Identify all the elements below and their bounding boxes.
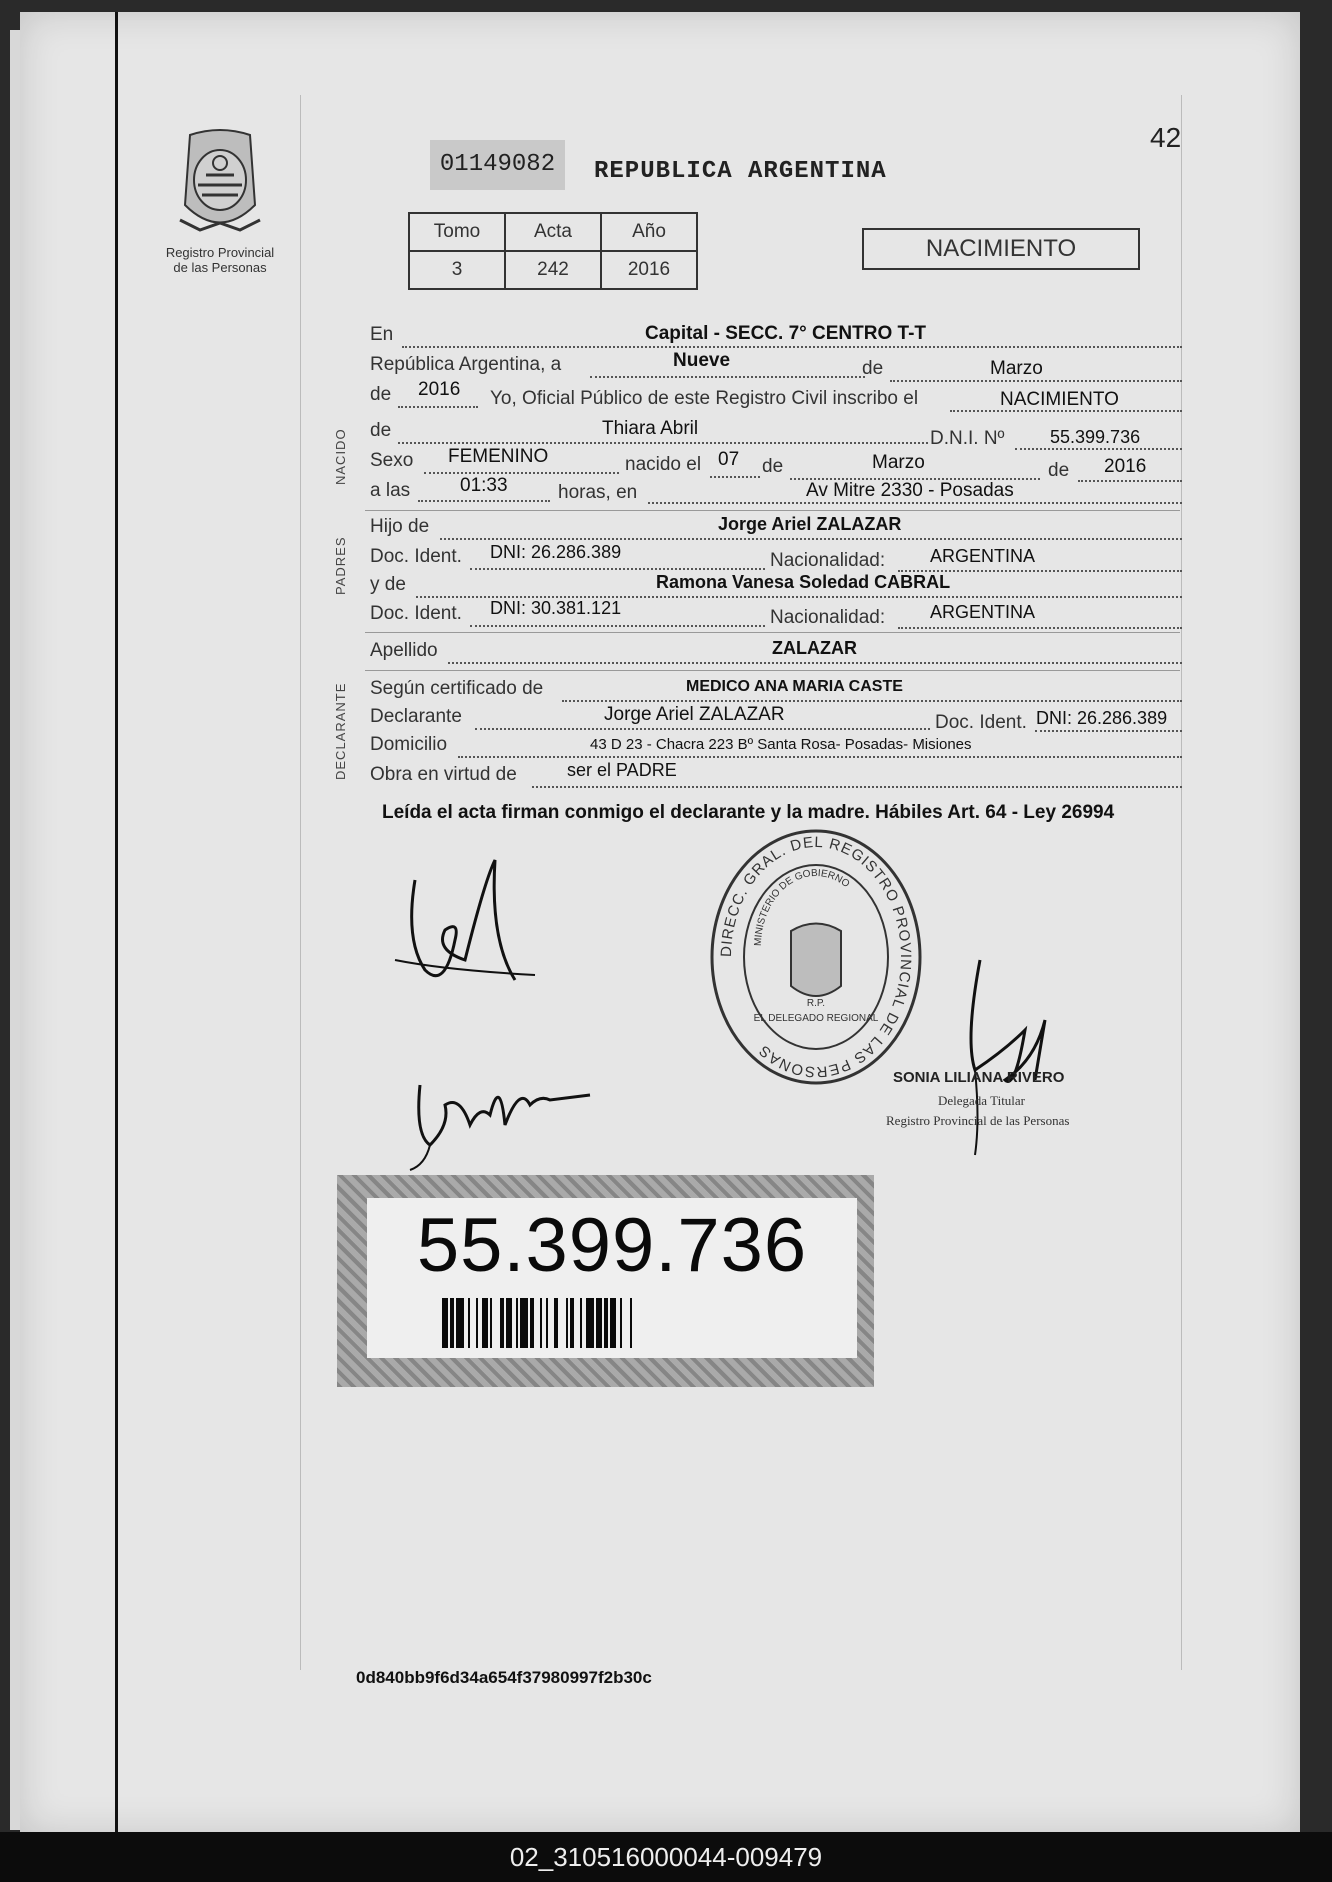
official-name: SONIA LILIANA RIVERO xyxy=(893,1069,1065,1086)
dotted-line xyxy=(562,700,1182,702)
barcode-bar xyxy=(570,1298,574,1348)
barcode-bar xyxy=(476,1298,478,1348)
dotted-line xyxy=(448,662,1182,664)
section-rule xyxy=(365,510,1180,511)
barcode-bar xyxy=(540,1298,542,1348)
label-republica: República Argentina, a xyxy=(370,354,562,375)
dotted-line xyxy=(398,442,928,444)
label-nacido-el: nacido el xyxy=(625,454,702,475)
barcode-bar xyxy=(506,1298,512,1348)
value-padre-doc: DNI: 26.286.389 xyxy=(490,542,622,562)
declarant-signature xyxy=(385,820,545,1020)
label-nacionalidad: Nacionalidad: xyxy=(770,550,886,571)
label-de-day: de xyxy=(762,456,784,477)
value-padre: Jorge Ariel ZALAZAR xyxy=(718,514,902,534)
closing-text: Leída el acta firman conmigo el declarante y la madre. Hábiles Art. 64 - Ley 26994 xyxy=(382,802,1115,823)
coat-of-arms-icon xyxy=(170,125,270,245)
dotted-line xyxy=(475,728,930,730)
section-rule xyxy=(365,632,1180,633)
label-domicilio: Domicilio xyxy=(370,734,448,755)
label-doc-ident: Doc. Ident. xyxy=(370,603,462,624)
registry-table xyxy=(408,212,698,290)
country-title: REPUBLICA ARGENTINA xyxy=(594,158,887,185)
value-certificado: MEDICO ANA MARIA CASTE xyxy=(686,678,903,695)
label-segun: Según certificado de xyxy=(370,678,544,699)
label-doc-ident: Doc. Ident. xyxy=(370,546,462,567)
value-lugar-nac: Av Mitre 2330 - Posadas xyxy=(806,480,1014,501)
label-de-year: de xyxy=(370,384,392,405)
value-obra: ser el PADRE xyxy=(567,760,677,780)
value-apellido: ZALAZAR xyxy=(772,638,857,658)
anio-header: Año xyxy=(601,213,697,251)
sticker-number: 55.399.736 xyxy=(416,1203,808,1288)
side-label-padres: PADRES xyxy=(333,536,348,595)
barcode-bar xyxy=(630,1298,632,1348)
value-dni: 55.399.736 xyxy=(1050,427,1141,447)
value-anio-registro: 2016 xyxy=(418,379,461,400)
barcode-bar xyxy=(516,1298,518,1348)
dotted-line xyxy=(458,756,1182,758)
label-hijo-de: Hijo de xyxy=(370,516,430,537)
dotted-line xyxy=(1015,448,1182,450)
dotted-line xyxy=(398,406,478,408)
label-de-birth-year: de xyxy=(1048,460,1070,481)
section-rule xyxy=(365,670,1180,671)
dotted-line xyxy=(1078,480,1182,482)
barcode-bar xyxy=(610,1298,616,1348)
barcode-bar xyxy=(566,1298,568,1348)
barcode-bar xyxy=(596,1298,602,1348)
label-obra: Obra en virtud de xyxy=(370,764,517,785)
seal-inner-text: MINISTERIO DE GOBIERNO xyxy=(752,867,852,947)
official-seal xyxy=(706,826,926,1088)
label-en: En xyxy=(370,324,394,345)
dotted-line xyxy=(710,476,760,478)
value-domicilio: 43 D 23 - Chacra 223 Bº Santa Rosa- Posadas- Misiones xyxy=(590,736,972,753)
provincial-emblem xyxy=(160,125,280,275)
dotted-line xyxy=(418,500,550,502)
value-hora: 01:33 xyxy=(460,475,508,496)
value-sexo: FEMENINO xyxy=(448,446,549,467)
id-sticker xyxy=(337,1175,874,1387)
value-tipo: NACIMIENTO xyxy=(1000,389,1119,410)
value-dia-registro: Nueve xyxy=(673,350,731,371)
label-declarante: Declarante xyxy=(370,706,462,727)
label-doc-ident: Doc. Ident. xyxy=(935,712,1027,733)
tomo-value: 3 xyxy=(409,251,505,289)
serial-number: 01149082 xyxy=(430,140,565,190)
value-dia-nac: 07 xyxy=(718,449,740,470)
barcode-bar xyxy=(490,1298,492,1348)
label-a-las: a las xyxy=(370,480,411,501)
barcode-bar xyxy=(604,1298,608,1348)
record-type-box: NACIMIENTO xyxy=(862,228,1140,270)
seal-bottom-text: EL DELEGADO REGIONAL xyxy=(753,1013,879,1024)
barcode-bar xyxy=(546,1298,548,1348)
barcode-bar xyxy=(530,1298,534,1348)
acta-header: Acta xyxy=(505,213,601,251)
emblem-label-line2: de las Personas xyxy=(173,260,267,275)
barcode-bar xyxy=(520,1298,528,1348)
tomo-header: Tomo xyxy=(409,213,505,251)
label-oficial: Yo, Oficial Público de este Registro Civil inscribo el xyxy=(490,388,919,409)
mother-signature xyxy=(400,1045,600,1175)
barcode-bar xyxy=(468,1298,470,1348)
dotted-line xyxy=(648,502,1182,504)
anio-value: 2016 xyxy=(601,251,697,289)
value-padre-nac: ARGENTINA xyxy=(930,546,1036,566)
document-hash: 0d840bb9f6d34a654f37980997f2b30c xyxy=(356,1668,652,1687)
seal-outer-text: DIRECC. GRAL. DEL REGISTRO PROVINCIAL DE LAS PERSONAS xyxy=(717,833,915,1081)
label-nacionalidad: Nacionalidad: xyxy=(770,607,886,628)
value-mes-registro: Marzo xyxy=(990,358,1043,379)
barcode-bar xyxy=(554,1298,558,1348)
value-nombre: Thiara Abril xyxy=(602,418,699,439)
seal-center-text: R.P. xyxy=(806,998,826,1009)
barcode-bar xyxy=(442,1298,448,1348)
value-lugar: Capital - SECC. 7° CENTRO T-T xyxy=(645,323,927,344)
barcode-bar xyxy=(586,1298,594,1348)
label-de-name: de xyxy=(370,420,392,441)
side-label-declarante: DECLARANTE xyxy=(333,682,348,780)
dotted-line xyxy=(470,568,765,570)
label-y-de: y de xyxy=(370,574,406,595)
emblem-label-line1: Registro Provincial xyxy=(165,245,275,260)
dotted-line xyxy=(532,786,1182,788)
footer-id: 02_310516000044-009479 xyxy=(509,1842,823,1872)
barcode-bar xyxy=(456,1298,464,1348)
barcode-bar xyxy=(482,1298,488,1348)
label-dni: D.N.I. Nº xyxy=(930,428,1005,449)
binding-line xyxy=(115,12,118,1834)
value-anio-nac: 2016 xyxy=(1104,456,1147,477)
label-sexo: Sexo xyxy=(370,450,414,471)
dotted-line xyxy=(402,346,1182,348)
barcode-bar xyxy=(620,1298,622,1348)
value-mes-nac: Marzo xyxy=(872,452,925,473)
dotted-line xyxy=(470,625,765,627)
barcode-bar xyxy=(450,1298,454,1348)
label-apellido: Apellido xyxy=(370,640,438,661)
side-label-nacido: NACIDO xyxy=(333,428,348,485)
value-madre: Ramona Vanesa Soledad CABRAL xyxy=(656,572,951,592)
value-declarante: Jorge Ariel ZALAZAR xyxy=(604,704,785,725)
page-number: 42 xyxy=(1150,122,1182,153)
seal-shield-icon xyxy=(791,924,841,997)
label-de-month: de xyxy=(862,358,884,379)
dotted-line xyxy=(424,472,619,474)
barcode-bar xyxy=(580,1298,582,1348)
dotted-line xyxy=(590,376,865,378)
official-role: Delegada Titular xyxy=(938,1093,1026,1108)
official-org: Registro Provincial de las Personas xyxy=(886,1113,1070,1128)
barcode-icon xyxy=(442,1298,782,1348)
value-declarante-doc: DNI: 26.286.389 xyxy=(1036,708,1168,728)
dotted-line xyxy=(890,380,1182,382)
barcode-bar xyxy=(500,1298,504,1348)
label-horas-en: horas, en xyxy=(558,482,638,503)
dotted-line xyxy=(1035,730,1182,732)
value-madre-doc: DNI: 30.381.121 xyxy=(490,598,622,618)
dotted-line xyxy=(898,627,1182,629)
sticker-inner xyxy=(367,1198,857,1358)
value-madre-nac: ARGENTINA xyxy=(930,602,1036,622)
dotted-line xyxy=(440,538,1182,540)
acta-value: 242 xyxy=(505,251,601,289)
